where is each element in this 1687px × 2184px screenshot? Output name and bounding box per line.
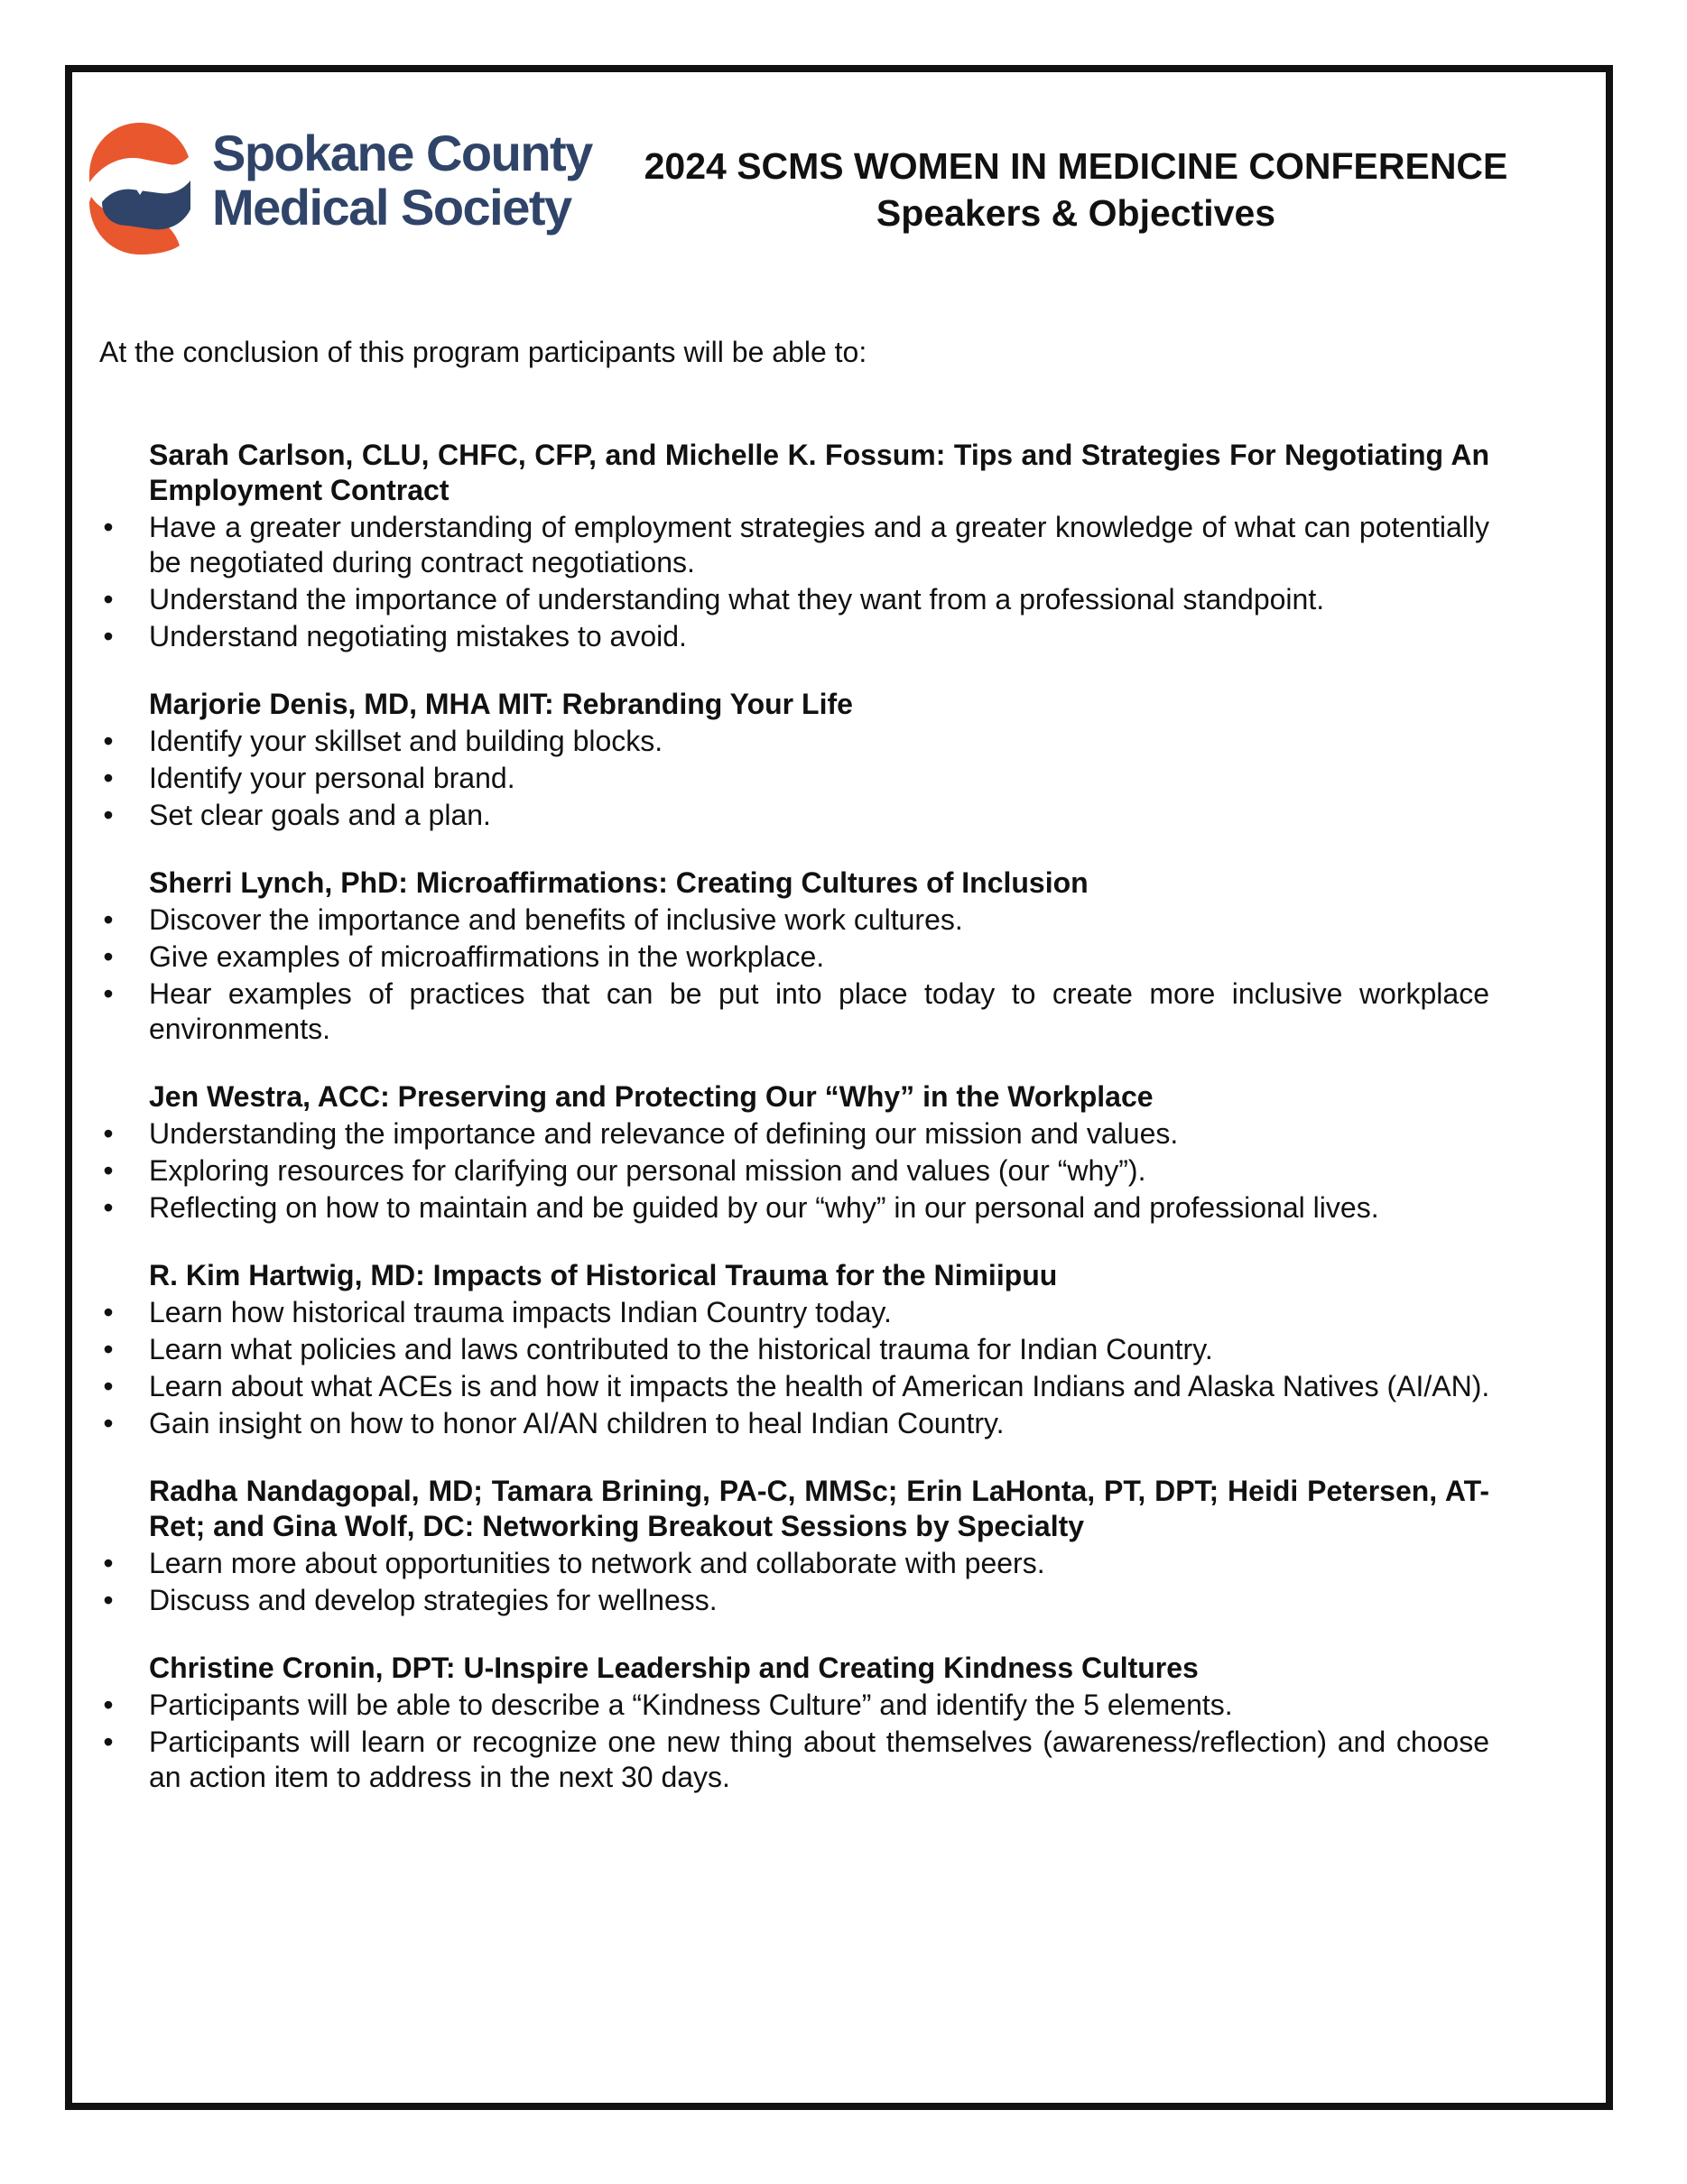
objective-text: Discover the importance and benefits of inclusive work cultures.: [149, 903, 963, 936]
objective-text: Understand the importance of understanding what they want from a professional standpoint.: [149, 583, 1325, 615]
page-subtitle: Speakers & Objectives: [876, 192, 1276, 234]
objective-item: • Set clear goals and a plan.: [103, 799, 491, 831]
objectives-list: [99, 438, 1489, 1828]
objective-text: Understanding the importance and relevance of defining our mission and values.: [149, 1117, 1179, 1150]
objective-item: • Understand the importance of understanding what they want from a professional standpoint.: [103, 583, 1325, 615]
objective-item: • Participants will be able to describe a “Kindness Culture” and identify the 5 elements.: [103, 1689, 1233, 1721]
scms-logo-icon: [86, 119, 194, 256]
objective-text: Gain insight on how to honor AI/AN children to heal Indian Country.: [149, 1407, 1005, 1439]
objective-item: • Learn how historical trauma impacts Indian Country today.: [103, 1296, 892, 1328]
objective-item: • Reflecting on how to maintain and be guided by our “why” in our personal and professional lives.: [103, 1191, 1379, 1224]
objective-item: • Discover the importance and benefits of inclusive work cultures.: [103, 903, 963, 936]
logo-line-2: Medical Society: [212, 179, 571, 236]
speaker-title: Marjorie Denis, MD, MHA MIT: Rebranding Your Life: [149, 688, 853, 720]
speaker-section: [99, 438, 1489, 654]
page-title: 2024 SCMS WOMEN IN MEDICINE CONFERENCE: [644, 145, 1508, 187]
speaker-section: [99, 1079, 1489, 1226]
title-block: [611, 143, 1541, 236]
intro-text: At the conclusion of this program participants will be able to:: [99, 336, 867, 368]
objective-item: • Gain insight on how to honor AI/AN children to heal Indian Country.: [103, 1407, 1005, 1439]
objective-item: • Identify your personal brand.: [103, 762, 515, 794]
page-header: [86, 117, 1566, 262]
objective-text: Understand negotiating mistakes to avoid.: [149, 620, 687, 652]
objective-item: • Understand negotiating mistakes to avoid.: [103, 620, 687, 652]
objective-text: Exploring resources for clarifying our personal mission and values (our “why”).: [149, 1154, 1146, 1187]
objective-text: Learn how historical trauma impacts Indian Country today.: [149, 1296, 892, 1328]
speaker-section: [99, 865, 1489, 1047]
objective-text: Identify your skillset and building blocks.: [149, 725, 663, 757]
objective-item: • Hear examples of practices that can be put into place today to create more inclusive workplace environments.: [103, 977, 1489, 1045]
speaker-title: Sarah Carlson, CLU, CHFC, CFP, and Michelle K. Fossum: Tips and Strategies For Negotiating An Employment Contract: [149, 439, 1489, 506]
objective-text: Have a greater understanding of employment strategies and a greater knowledge of what can potentially be negotiated during contract negotiations.: [149, 511, 1489, 578]
objective-text: Identify your personal brand.: [149, 762, 515, 794]
objective-item: • Learn more about opportunities to network and collaborate with peers.: [103, 1547, 1045, 1579]
speaker-section: [99, 1651, 1489, 1795]
objective-text: Set clear goals and a plan.: [149, 799, 491, 831]
objective-item: • Exploring resources for clarifying our personal mission and values (our “why”).: [103, 1154, 1146, 1187]
speaker-title: Jen Westra, ACC: Preserving and Protecting Our “Why” in the Workplace: [149, 1080, 1154, 1113]
objective-text: Participants will be able to describe a “Kindness Culture” and identify the 5 elements.: [149, 1689, 1233, 1721]
objective-text: Learn more about opportunities to network and collaborate with peers.: [149, 1547, 1045, 1579]
objective-item: • Discuss and develop strategies for wellness.: [103, 1584, 718, 1616]
speaker-section: [99, 1258, 1489, 1441]
objective-text: Learn about what ACEs is and how it impacts the health of American Indians and Alaska Natives (AI/AN).: [149, 1370, 1490, 1402]
objective-item: • Learn what policies and laws contributed to the historical trauma for Indian Country.: [103, 1333, 1213, 1365]
speaker-title: Radha Nandagopal, MD; Tamara Brining, PA-C, MMSc; Erin LaHonta, PT, DPT; Heidi Petersen, AT-Ret; and Gina Wolf, DC: Networking Breakout Sessions by Specialty: [149, 1475, 1489, 1542]
speaker-title: Sherri Lynch, PhD: Microaffirmations: Creating Cultures of Inclusion: [149, 866, 1089, 899]
objective-text: Participants will learn or recognize one new thing about themselves (awareness/reflection) and choose an action item to address in the next 30 days.: [149, 1726, 1489, 1793]
speaker-title: R. Kim Hartwig, MD: Impacts of Historical Trauma for the Nimiipuu: [149, 1259, 1058, 1291]
objective-item: • Have a greater understanding of employment strategies and a greater knowledge of what can potentially be negotiated during contract negotiations.: [103, 511, 1489, 578]
objective-text: Reflecting on how to maintain and be guided by our “why” in our personal and professional lives.: [149, 1191, 1379, 1224]
objective-item: • Participants will learn or recognize one new thing about themselves (awareness/reflection) and choose an action item to address in the next 30 days.: [103, 1726, 1489, 1793]
objective-text: Hear examples of practices that can be put into place today to create more inclusive workplace environments.: [149, 977, 1489, 1045]
objective-item: • Understanding the importance and relevance of defining our mission and values.: [103, 1117, 1179, 1150]
objective-text: Learn what policies and laws contributed to the historical trauma for Indian Country.: [149, 1333, 1213, 1365]
speaker-section: [99, 687, 1489, 833]
speaker-section: [99, 1474, 1489, 1618]
logo-line-1: Spokane County: [212, 125, 592, 181]
speaker-title: Christine Cronin, DPT: U-Inspire Leadership and Creating Kindness Cultures: [149, 1652, 1199, 1684]
objective-text: Give examples of microaffirmations in the workplace.: [149, 940, 825, 973]
objective-item: • Identify your skillset and building blocks.: [103, 725, 663, 757]
objective-item: • Give examples of microaffirmations in the workplace.: [103, 940, 825, 973]
objective-item: • Learn about what ACEs is and how it impacts the health of American Indians and Alaska Natives (AI/AN).: [103, 1370, 1490, 1402]
objective-text: Discuss and develop strategies for wellness.: [149, 1584, 718, 1616]
logo-wordmark: [212, 126, 592, 235]
